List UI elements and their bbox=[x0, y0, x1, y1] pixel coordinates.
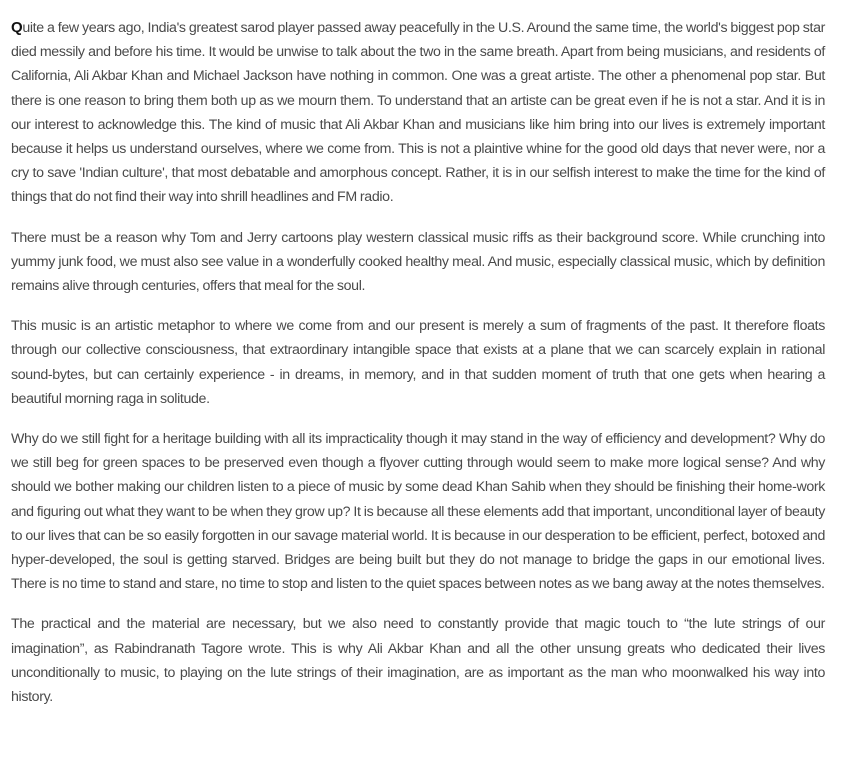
first-letter: Q bbox=[11, 19, 23, 36]
article-paragraph-3: This music is an artistic metaphor to where we come from and our present is merely a sum of fragments of the past. It therefore floats through our collective consciousness, that extraordinary intangible space that exists at a plane that we can scarcely explain in rational sound-bytes, but can certainly experience - in dreams, in memory, and in that sudden moment of truth that one gets when hearing a beautiful morning raga in solitude. bbox=[11, 318, 825, 407]
article-body bbox=[11, 16, 825, 725]
article-paragraph-4: Why do we still fight for a heritage building with all its impracticality though it may stand in the way of efficiency and development? Why do we still beg for green spaces to be preserved even though a flyover cutting through would seem to make more logical sense? And why should we bother making our children listen to a piece of music by some dead Khan Sahib when they should be finishing their home-work and figuring out what they want to be when they grow up? It is because all these elements add that important, unconditional layer of beauty to our lives that can be so easily forgotten in our savage material world. It is because in our desperation to be efficient, perfect, botoxed and hyper-developed, the soul is getting starved. Bridges are being built but they do not manage to bridge the gaps in our emotional lives. There is no time to stand and stare, no time to stop and listen to the quiet spaces between notes as we bang away at the notes themselves. bbox=[11, 431, 825, 593]
article-paragraph-2: There must be a reason why Tom and Jerry cartoons play western classical music riffs as their background score. While crunching into yummy junk food, we must also see value in a wonderfully cooked healthy meal. And music, especially classical music, which by definition remains alive through centuries, offers that meal for the soul. bbox=[11, 229, 825, 295]
paragraph-1-text: uite a few years ago, India's greatest sarod player passed away peacefully in the U.S. Around the same time, the world's biggest pop star died messily and before his time. It would be unwise to talk about the two in the same breath. Apart from being musicians, and residents of California, Ali Akbar Khan and Michael Jackson have nothing in common. One was a great artiste. The other a phenomenal pop star. But there is one reason to bring them both up as we mourn them. To understand that an artiste can be great even if he is not a star. And it is in our interest to acknowledge this. The kind of music that Ali Akbar Khan and musicians like him bring into our lives is extremely important because it helps us understand ourselves, where we come from. This is not a plaintive whine for the good old days that never were, nor a cry to save 'Indian culture', that most debatable and amorphous concept. Rather, it is in our selfish interest to make the time for the kind of things that do not find their way into shrill headlines and FM radio. bbox=[11, 20, 825, 206]
article-paragraph-1 bbox=[11, 16, 825, 210]
article-paragraph-5: The practical and the material are necessary, but we also need to constantly provide that magic touch to “the lute strings of our imagination”, as Rabindranath Tagore wrote. This is why Ali Akbar Khan and all the other unsung greats who dedicated their lives unconditionally to music, to playing on the lute strings of their imagination, are as important as the man who moonwalked his way into history. bbox=[11, 616, 825, 706]
